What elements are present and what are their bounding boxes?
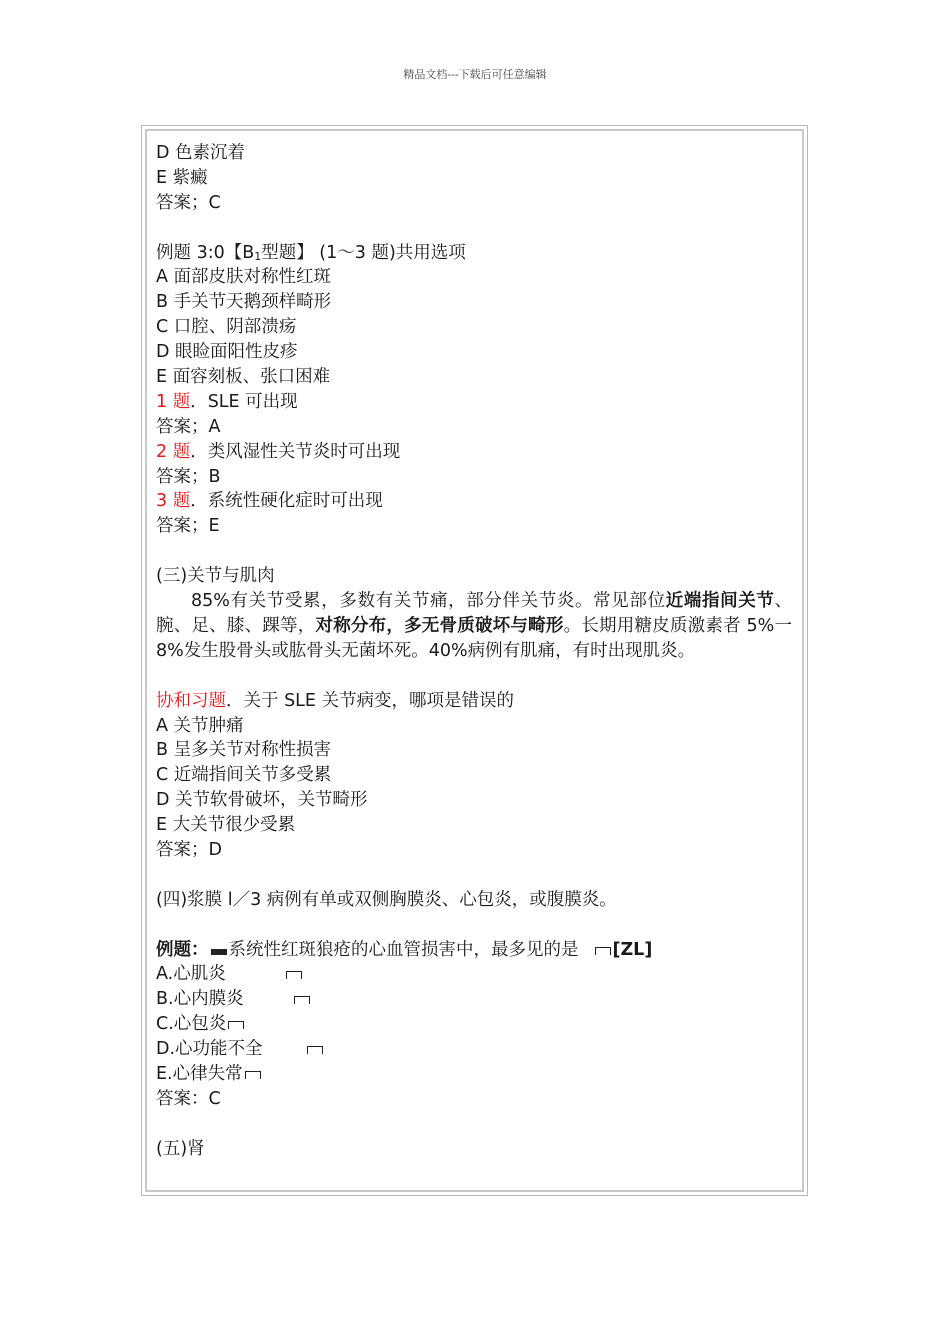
answer-line: 答案；C bbox=[156, 192, 221, 213]
answer-1: 答案；A bbox=[156, 416, 221, 437]
placeholder-mark-icon bbox=[211, 949, 227, 955]
placeholder-mark-icon bbox=[294, 996, 310, 1004]
example4-question: 例题： 系统性红斑狼疮的心血管损害中，最多见的是 [ZL] bbox=[156, 939, 653, 960]
question-3-number: 3 题 bbox=[156, 491, 191, 512]
example4-label: 例题： bbox=[156, 939, 209, 960]
example4-answer: 答案：C bbox=[156, 1088, 221, 1109]
section3-paragraph: 85%有关节受累，多数有关节痛，部分伴关节炎。常见部位近端指间关节、腕、足、膝、踝等，对称分布，多无骨质破坏与畸形。长期用糖皮质激素者 5%一 8%发生股骨头或肱骨头无菌坏死。40%病例有肌痛，有时出现肌炎。 bbox=[156, 591, 793, 661]
document-content bbox=[156, 141, 796, 1162]
xiehe-question: 协和习题．关于 SLE 关节病变，哪项是错误的 bbox=[156, 690, 515, 711]
xiehe-answer: 答案；D bbox=[156, 839, 222, 860]
xiehe-option-d: D 关节软骨破坏，关节畸形 bbox=[156, 790, 368, 811]
example4-option-e: E.心律失常 bbox=[156, 1062, 796, 1087]
example4-option-a: A.心肌炎 bbox=[156, 962, 796, 987]
example4-option-c: C.心包炎 bbox=[156, 1012, 796, 1037]
question-1-number: 1 题 bbox=[156, 391, 191, 412]
question-2: 2 题．类风湿性关节炎时可出现 bbox=[156, 441, 401, 462]
placeholder-mark-icon bbox=[307, 1046, 323, 1054]
question-3: 3 题．系统性硬化症时可出现 bbox=[156, 491, 383, 512]
section5-heading: (五)肾 bbox=[156, 1138, 205, 1159]
page-header: 精品文档---下载后可任意编辑 bbox=[403, 68, 547, 81]
example3-option-d: D 眼睑面阳性皮疹 bbox=[156, 342, 298, 363]
example3-option-e: E 面容刻板、张口困难 bbox=[156, 367, 331, 388]
example4-option-d: D.心功能不全 bbox=[156, 1037, 796, 1062]
option-e-line: E 紫癜 bbox=[156, 167, 208, 188]
xiehe-option-b: B 呈多关节对称性损害 bbox=[156, 740, 332, 761]
answer-2: 答案；B bbox=[156, 466, 221, 487]
placeholder-mark-icon bbox=[228, 1021, 244, 1029]
example3-option-b: B 手关节天鹅颈样畸形 bbox=[156, 292, 332, 313]
xiehe-option-e: E 大关节很少受累 bbox=[156, 815, 296, 836]
example4-option-b: B.心内膜炎 bbox=[156, 987, 796, 1012]
question-2-number: 2 题 bbox=[156, 441, 191, 462]
placeholder-mark-icon bbox=[286, 971, 302, 979]
example3-title: 例题 3:0【B1型题】 (1～3 题)共用选项 bbox=[156, 242, 466, 263]
xiehe-label: 协和习题 bbox=[156, 690, 226, 711]
section3-heading: (三)关节与肌肉 bbox=[156, 566, 275, 587]
placeholder-mark-icon bbox=[595, 947, 611, 955]
option-d-line: D 色素沉着 bbox=[156, 143, 246, 163]
example3-option-c: C 口腔、阴部溃疡 bbox=[156, 317, 297, 338]
placeholder-mark-icon bbox=[245, 1071, 261, 1079]
xiehe-option-c: C 近端指间关节多受累 bbox=[156, 765, 332, 786]
example3-option-a: A 面部皮肤对称性红斑 bbox=[156, 267, 332, 288]
question-1: 1 题．SLE 可出现 bbox=[156, 391, 298, 412]
example4-tag: [ZL] bbox=[612, 939, 653, 960]
answer-3: 答案；E bbox=[156, 516, 220, 537]
section4-text: (四)浆膜 l／3 病例有单或双侧胸膜炎、心包炎，或腹膜炎。 bbox=[156, 889, 617, 910]
xiehe-option-a: A 关节肿痛 bbox=[156, 715, 244, 736]
